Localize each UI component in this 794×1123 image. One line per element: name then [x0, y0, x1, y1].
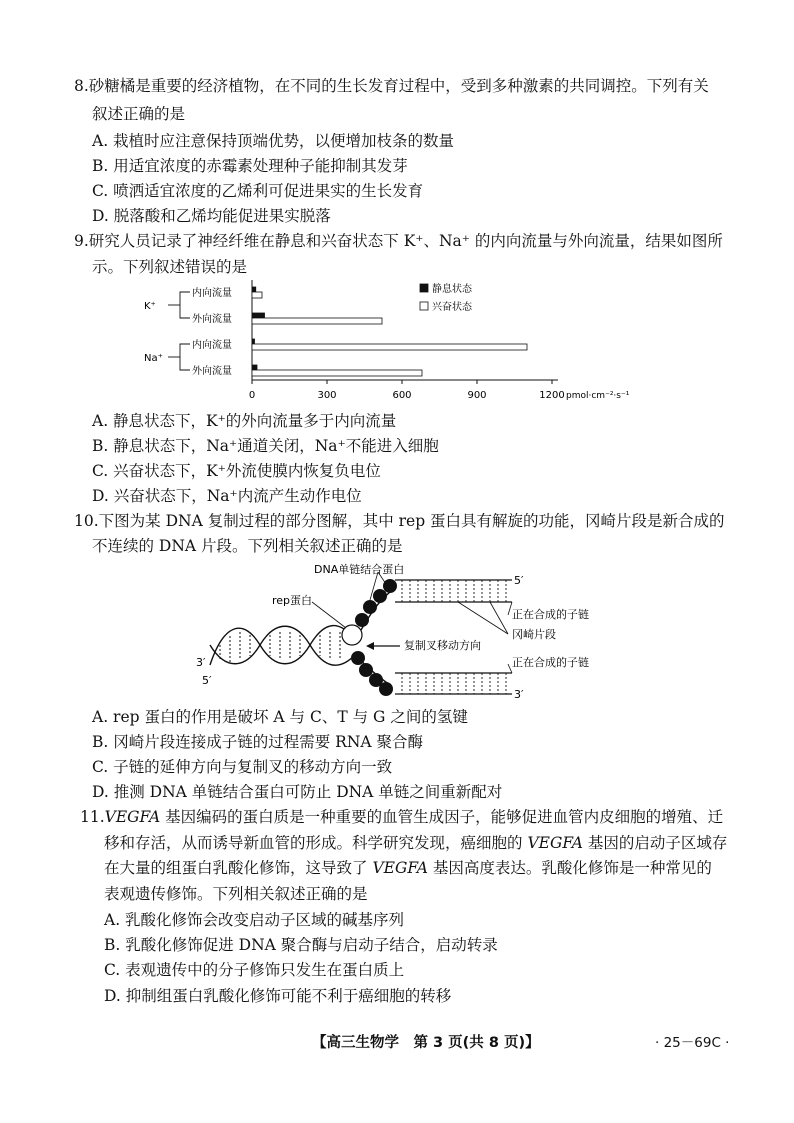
dna-replication-diagram: [190, 560, 610, 710]
label-okazaki: 冈崎片段: [512, 628, 556, 641]
x-tick-label: 300: [317, 390, 337, 401]
q11-option-a: A. 乳酸化修饰会改变启动子区域的碱基序列: [104, 911, 405, 929]
q8-option-c: C. 喷洒适宜浓度的乙烯利可促进果实的生长发育: [92, 182, 424, 200]
category-label: 外向流量: [192, 366, 232, 377]
fork-direction-arrow: [366, 642, 400, 650]
q11-stem-line1: [80, 806, 723, 828]
label-3prime-left: 3′: [196, 656, 206, 669]
q9-stem-line1: 9.研究人员记录了神经纤维在静息和兴奋状态下 K⁺、Na⁺ 的内向流量与外向流量，结果如图所: [74, 232, 723, 250]
q10-stem-line1: 10.下图为某 DNA 复制过程的部分图解，其中 rep 蛋白具有解旋的功能，冈崎片段是新合成的: [74, 512, 725, 530]
gene-name: VEGFA: [372, 859, 428, 877]
rep-protein-shape: [342, 625, 362, 645]
legend-label: 静息状态: [432, 284, 472, 295]
q10-option-c: C. 子链的延伸方向与复制叉的移动方向一致: [92, 758, 393, 776]
label-daughter-top: 正在合成的子链: [512, 608, 589, 621]
q11-number: 11.: [80, 808, 105, 826]
q11-line3-text: 在大量的组蛋白乳酸化修饰，这导致了: [104, 859, 373, 877]
q8-option-a: A. 栽植时应注意保持顶端优势，以便增加枝条的数量: [92, 132, 455, 150]
q11-stem-line4: 表观遗传修饰。下列相关叙述正确的是: [104, 885, 368, 903]
bar-excited: [252, 318, 382, 324]
q9-option-c: C. 兴奋状态下，K⁺外流使膜内恢复负电位: [92, 462, 381, 480]
q10-stem-line2: 不连续的 DNA 片段。下列相关叙述正确的是: [92, 537, 403, 555]
q11-stem-line2: [104, 832, 727, 854]
q10-option-b: B. 冈崎片段连接成子链的过程需要 RNA 聚合酶: [92, 733, 424, 751]
x-axis-unit: pmol·cm⁻²·s⁻¹: [566, 391, 630, 401]
bottom-strands: [395, 673, 512, 694]
q11-line2-rest: 基因的启动子区域存: [582, 834, 728, 852]
q9-option-d: D. 兴奋状态下，Na⁺内流产生动作电位: [92, 487, 362, 505]
bar-excited: [252, 344, 527, 350]
x-tick-label: 0: [248, 390, 256, 401]
gene-name: VEGFA: [527, 834, 583, 852]
q8-option-b: B. 用适宜浓度的赤霉素处理种子能抑制其发芽: [92, 157, 408, 175]
ion-group-label: K⁺: [144, 301, 156, 312]
q10-option-d: D. 推测 DNA 单链结合蛋白可防止 DNA 单链之间重新配对: [92, 783, 503, 801]
q9-option-a: A. 静息状态下，K⁺的外向流量多于内向流量: [92, 412, 397, 430]
gene-name: VEGFA: [104, 808, 161, 826]
label-fork: 复制叉移动方向: [404, 639, 481, 652]
footer-page-title: 【高三生物学 第 3 页(共 8 页)】: [312, 1035, 540, 1051]
category-label: 外向流量: [192, 314, 232, 325]
q9-stem-line2: 示。下列叙述错误的是: [92, 258, 248, 276]
legend-label: 兴奋状态: [432, 302, 472, 313]
q8-stem-line2: 叙述正确的是: [92, 105, 186, 123]
q10-option-a: A. rep 蛋白的作用是破坏 A 与 C、T 与 G 之间的氢键: [92, 708, 468, 726]
label-3prime-bottom-right: 3′: [514, 688, 524, 701]
label-daughter-bottom: 正在合成的子链: [512, 656, 589, 669]
ion-flux-chart: [140, 278, 680, 408]
category-label: 内向流量: [192, 288, 232, 299]
label-rep: rep蛋白: [272, 594, 313, 607]
x-tick-label: 900: [467, 390, 487, 401]
q11-line1-text: 基因编码的蛋白质是一种重要的血管生成因子，能够促进血管内皮细胞的增殖、迁: [160, 808, 724, 826]
bar-excited: [252, 292, 262, 298]
legend-swatch: [420, 302, 428, 310]
q11-line3-rest: 基因高度表达。乳酸化修饰是一种常见的: [427, 859, 712, 877]
x-tick-label: 600: [392, 390, 412, 401]
group-bracket: [180, 292, 190, 318]
q9-option-b: B. 静息状态下，Na⁺通道关闭，Na⁺不能进入细胞: [92, 437, 439, 455]
x-tick-label: 1200: [539, 390, 565, 401]
q11-line2-text: 移和存活，从而诱导新血管的形成。科学研究发现，癌细胞的: [104, 834, 528, 852]
legend-swatch: [420, 284, 428, 292]
label-leaders: [312, 572, 512, 673]
label-5prime-left: 5′: [202, 674, 212, 687]
ion-group-label: Na⁺: [144, 353, 163, 364]
q11-option-b: B. 乳酸化修饰促进 DNA 聚合酶与启动子结合，启动转录: [104, 936, 498, 954]
top-strands: [395, 580, 512, 602]
label-ssb: DNA单链结合蛋白: [314, 563, 405, 576]
q11-option-d: D. 抑制组蛋白乳酸化修饰可能不利于癌细胞的转移: [104, 987, 452, 1005]
q11-option-c: C. 表观遗传中的分子修饰只发生在蛋白质上: [104, 961, 405, 979]
bar-excited: [252, 370, 422, 376]
category-label: 内向流量: [192, 340, 232, 351]
group-bracket: [180, 344, 190, 370]
q11-stem-line3: [104, 857, 712, 879]
q8-option-d: D. 脱落酸和乙烯均能促进果实脱落: [92, 207, 331, 225]
label-5prime-top-right: 5′: [514, 574, 524, 587]
q8-stem-line1: 8.砂糖橘是重要的经济植物，在不同的生长发育过程中，受到多种激素的共同调控。下列有关: [74, 77, 709, 95]
footer-exam-code: · 25－69C ·: [655, 1035, 730, 1051]
